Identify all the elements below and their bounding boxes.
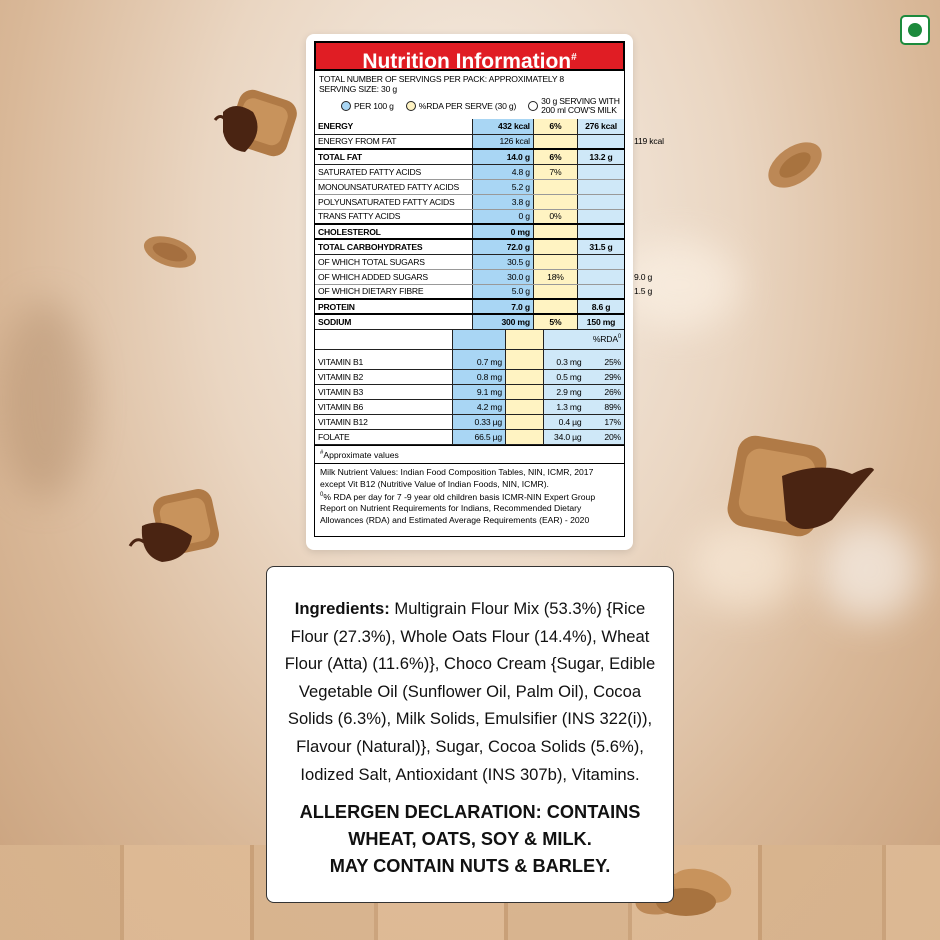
- milk-serving-value: 0.5 mg: [544, 370, 585, 385]
- milk-serving-value: 0.3 mg: [544, 355, 585, 370]
- nutrient-name: OF WHICH ADDED SUGARS: [315, 269, 473, 284]
- per100-value: 0 mg: [473, 224, 533, 239]
- rda-value: [533, 239, 577, 254]
- per100-value: 126 kcal: [473, 134, 533, 149]
- milk-serving-value: 34.0 µg: [544, 430, 585, 445]
- nutrition-table: [315, 119, 664, 330]
- nutrient-name: TOTAL FAT: [315, 149, 473, 164]
- rda-value: 20%: [584, 430, 624, 445]
- nutrient-name: POLYUNSATURATED FATTY ACIDS: [315, 194, 473, 209]
- milk-serving-value: [578, 179, 624, 194]
- rda-value: 18%: [533, 269, 577, 284]
- nutrient-row: [315, 194, 624, 209]
- per100-value: 14.0 g: [473, 149, 533, 164]
- vitamin-header-row: [315, 330, 624, 350]
- ingredients-text: [277, 595, 663, 788]
- rda-value: 89%: [584, 400, 624, 415]
- allergen-declaration: [277, 799, 663, 880]
- rda-value: 25%: [584, 355, 624, 370]
- nutrient-name: CHOLESTEROL: [315, 224, 473, 239]
- nutrient-name: ENERGY: [315, 119, 473, 134]
- milk-serving-value: 8.6 g: [578, 299, 624, 314]
- nutrient-row: [315, 209, 624, 224]
- rda-note-mark: 0: [320, 492, 324, 498]
- milk-note: Milk Nutrient Values: Indian Food Composition Tables, NIN, ICMR, 2017 except Vit B12 (Nutritive Value of Indian Foods, NIN, ICMR).: [320, 467, 594, 489]
- rda-cell: [505, 370, 543, 385]
- approx-note-text: Approximate values: [323, 450, 399, 460]
- rda-cell: [505, 430, 543, 445]
- rda-value: 17%: [584, 415, 624, 430]
- cereal-piece-image: [140, 232, 200, 272]
- background-bokeh: [620, 240, 740, 330]
- rda-value: [533, 299, 577, 314]
- rda-value: [533, 194, 577, 209]
- milk-serving-value: [578, 209, 624, 224]
- milk-serving-value: 2.9 mg: [544, 385, 585, 400]
- milk-serving-value: [578, 164, 624, 179]
- per100-value: 5.0 g: [473, 284, 533, 299]
- rda-cell: [505, 355, 543, 370]
- per100-value: 300 mg: [473, 314, 533, 329]
- per100-value: 30.5 g: [473, 254, 533, 269]
- serving-meta: [315, 71, 624, 94]
- nutrient-name: OF WHICH TOTAL SUGARS: [315, 254, 473, 269]
- approx-mark: #: [320, 450, 324, 457]
- rda-value: 5%: [533, 314, 577, 329]
- legend-milk-line2: 200 ml COW'S MILK: [541, 105, 617, 115]
- per100-value: 30.0 g: [473, 269, 533, 284]
- vitamin-rda-header: [584, 330, 624, 350]
- nutrition-info-card: [306, 34, 664, 550]
- per100-value: 66.5 µg: [453, 430, 506, 445]
- column-legend: [315, 94, 624, 119]
- milk-serving-value: [578, 254, 624, 269]
- rda-value: 6%: [533, 149, 577, 164]
- nutrient-name: TRANS FATTY ACIDS: [315, 209, 473, 224]
- vitamin-rda-mark: 0: [617, 334, 621, 341]
- serving-size: SERVING SIZE: 30 g: [319, 83, 397, 94]
- allergen-line: WHEAT, OATS, SOY & MILK.: [348, 829, 592, 850]
- vitamin-rda-header-text: %RDA: [592, 334, 618, 345]
- rda-value: 26%: [584, 385, 624, 400]
- per100-value: 4.8 g: [473, 164, 533, 179]
- rda-note: [320, 490, 619, 526]
- blue-dot-icon: [341, 101, 351, 111]
- nutrient-row: [315, 284, 624, 299]
- vitamin-name: VITAMIN B1: [315, 355, 453, 370]
- vitamin-row: [315, 355, 624, 370]
- per100-value: 432 kcal: [473, 119, 533, 134]
- nutrient-name: TOTAL CARBOHYDRATES: [315, 239, 473, 254]
- milk-serving-value: 1.3 mg: [544, 400, 585, 415]
- per100-value: 4.2 mg: [453, 400, 506, 415]
- rda-value: [533, 134, 577, 149]
- milk-serving-value: 31.5 g: [578, 239, 624, 254]
- milk-serving-value: 1.5 g: [578, 284, 624, 299]
- vitamin-row: [315, 385, 624, 400]
- rda-value: 7%: [533, 164, 577, 179]
- cereal-piece-image: [722, 430, 882, 550]
- yellow-dot-icon: [406, 101, 416, 111]
- cereal-piece-image: [205, 82, 300, 172]
- per100-value: 0 g: [473, 209, 533, 224]
- legend-milk-line1: 30 g SERVING WITH: [541, 96, 620, 106]
- rda-cell: [505, 385, 543, 400]
- vitamin-row: [315, 430, 624, 445]
- rda-value: [533, 179, 577, 194]
- per100-value: 9.1 mg: [453, 385, 506, 400]
- rda-cell: [505, 400, 543, 415]
- nutrient-row: [315, 134, 624, 149]
- nutrient-name: SODIUM: [315, 314, 473, 329]
- milk-serving-value: 119 kcal: [578, 134, 624, 149]
- per100-value: 5.2 g: [473, 179, 533, 194]
- nutrient-row: [315, 254, 624, 269]
- veg-mark-icon: [900, 15, 930, 45]
- nutrient-name: OF WHICH DIETARY FIBRE: [315, 284, 473, 299]
- white-dot-icon: [528, 101, 538, 111]
- milk-serving-value: 276 kcal: [578, 119, 624, 134]
- nutrient-row: [315, 314, 624, 329]
- legend-rda-label: %RDA PER SERVE (30 g): [418, 101, 517, 111]
- ingredients-label: Ingredients:: [294, 599, 390, 618]
- legend-rda: [406, 101, 516, 111]
- milk-serving-value: [578, 224, 624, 239]
- vitamin-row: [315, 400, 624, 415]
- vitamin-name: FOLATE: [315, 430, 453, 445]
- vitamin-row: [315, 370, 624, 385]
- vitamin-name: VITAMIN B6: [315, 400, 453, 415]
- title-footnote-mark: #: [571, 52, 577, 63]
- per100-value: 72.0 g: [473, 239, 533, 254]
- servings-per-pack: TOTAL NUMBER OF SERVINGS PER PACK: APPROXIMATELY 8: [319, 74, 565, 84]
- milk-serving-value: 150 mg: [578, 314, 624, 329]
- legend-milk: [528, 97, 620, 115]
- legend-milk-label: [541, 97, 620, 115]
- per100-value: 0.8 mg: [453, 370, 506, 385]
- nutrient-row: [315, 164, 624, 179]
- milk-serving-value: 9.0 g: [578, 269, 624, 284]
- milk-serving-value: [578, 194, 624, 209]
- vitamin-name: VITAMIN B2: [315, 370, 453, 385]
- vitamin-table: [315, 330, 624, 446]
- background-bokeh: [0, 300, 90, 500]
- vitamin-name: VITAMIN B3: [315, 385, 453, 400]
- per100-value: 7.0 g: [473, 299, 533, 314]
- approx-note: [315, 445, 624, 463]
- rda-value: [533, 284, 577, 299]
- nutrient-row: [315, 299, 624, 314]
- legend-per100: [341, 101, 394, 111]
- rda-value: [533, 254, 577, 269]
- nutrient-row: [315, 239, 624, 254]
- nutrient-row: [315, 224, 624, 239]
- nutrient-name: ENERGY FROM FAT: [315, 134, 473, 149]
- per100-value: 0.7 mg: [453, 355, 506, 370]
- nutrition-title-text: Nutrition Information: [362, 50, 572, 73]
- per100-value: 3.8 g: [473, 194, 533, 209]
- allergen-line: MAY CONTAIN NUTS & BARLEY.: [329, 856, 611, 877]
- source-notes: [315, 463, 624, 529]
- nutrient-row: [315, 119, 624, 134]
- cereal-piece-image: [762, 136, 828, 194]
- vitamin-name: VITAMIN B12: [315, 415, 453, 430]
- ingredients-list: Multigrain Flour Mix (53.3%) {Rice Flour (27.3%), Whole Oats Flour (14.4%), Wheat Flour (Atta) (11.6%)}, Choco Cream {Sugar, Edible Vegetable Oil (Sunflower Oil, Palm Oil), Cocoa Solids (6.3%), Milk Solids, Emulsifier (INS 322(i)), Flavour (Natural)}, Sugar, Cocoa Solids (5.6%), Iodized Salt, Antioxidant (INS 307b), Vitamins.: [284, 599, 656, 784]
- vitamin-row: [315, 415, 624, 430]
- rda-value: [533, 224, 577, 239]
- rda-value: 29%: [584, 370, 624, 385]
- milk-serving-value: 13.2 g: [578, 149, 624, 164]
- nutrition-title: [314, 41, 625, 71]
- nutrient-row: [315, 269, 624, 284]
- nutrient-name: SATURATED FATTY ACIDS: [315, 164, 473, 179]
- allergen-line: ALLERGEN DECLARATION: CONTAINS: [299, 802, 641, 823]
- nutrient-name: MONOUNSATURATED FATTY ACIDS: [315, 179, 473, 194]
- cereal-piece-image: [122, 486, 222, 580]
- rda-value: 0%: [533, 209, 577, 224]
- nutrient-row: [315, 149, 624, 164]
- nutrition-frame: [314, 71, 664, 537]
- milk-serving-value: 0.4 µg: [544, 415, 585, 430]
- per100-value: 0.33 µg: [453, 415, 506, 430]
- legend-per100-label: PER 100 g: [354, 101, 394, 111]
- rda-value: 6%: [533, 119, 577, 134]
- ingredients-card: [266, 566, 674, 903]
- rda-cell: [505, 415, 543, 430]
- nutrient-row: [315, 179, 624, 194]
- nutrient-name: PROTEIN: [315, 299, 473, 314]
- rda-note-text: % RDA per day for 7 -9 year old children basis ICMR-NIN Expert Group Report on Nutrient Requirements for Indians, Recommended Dietary Allowances (RDA) and Estimated Average Requirements (EAR) - 2020: [320, 491, 596, 525]
